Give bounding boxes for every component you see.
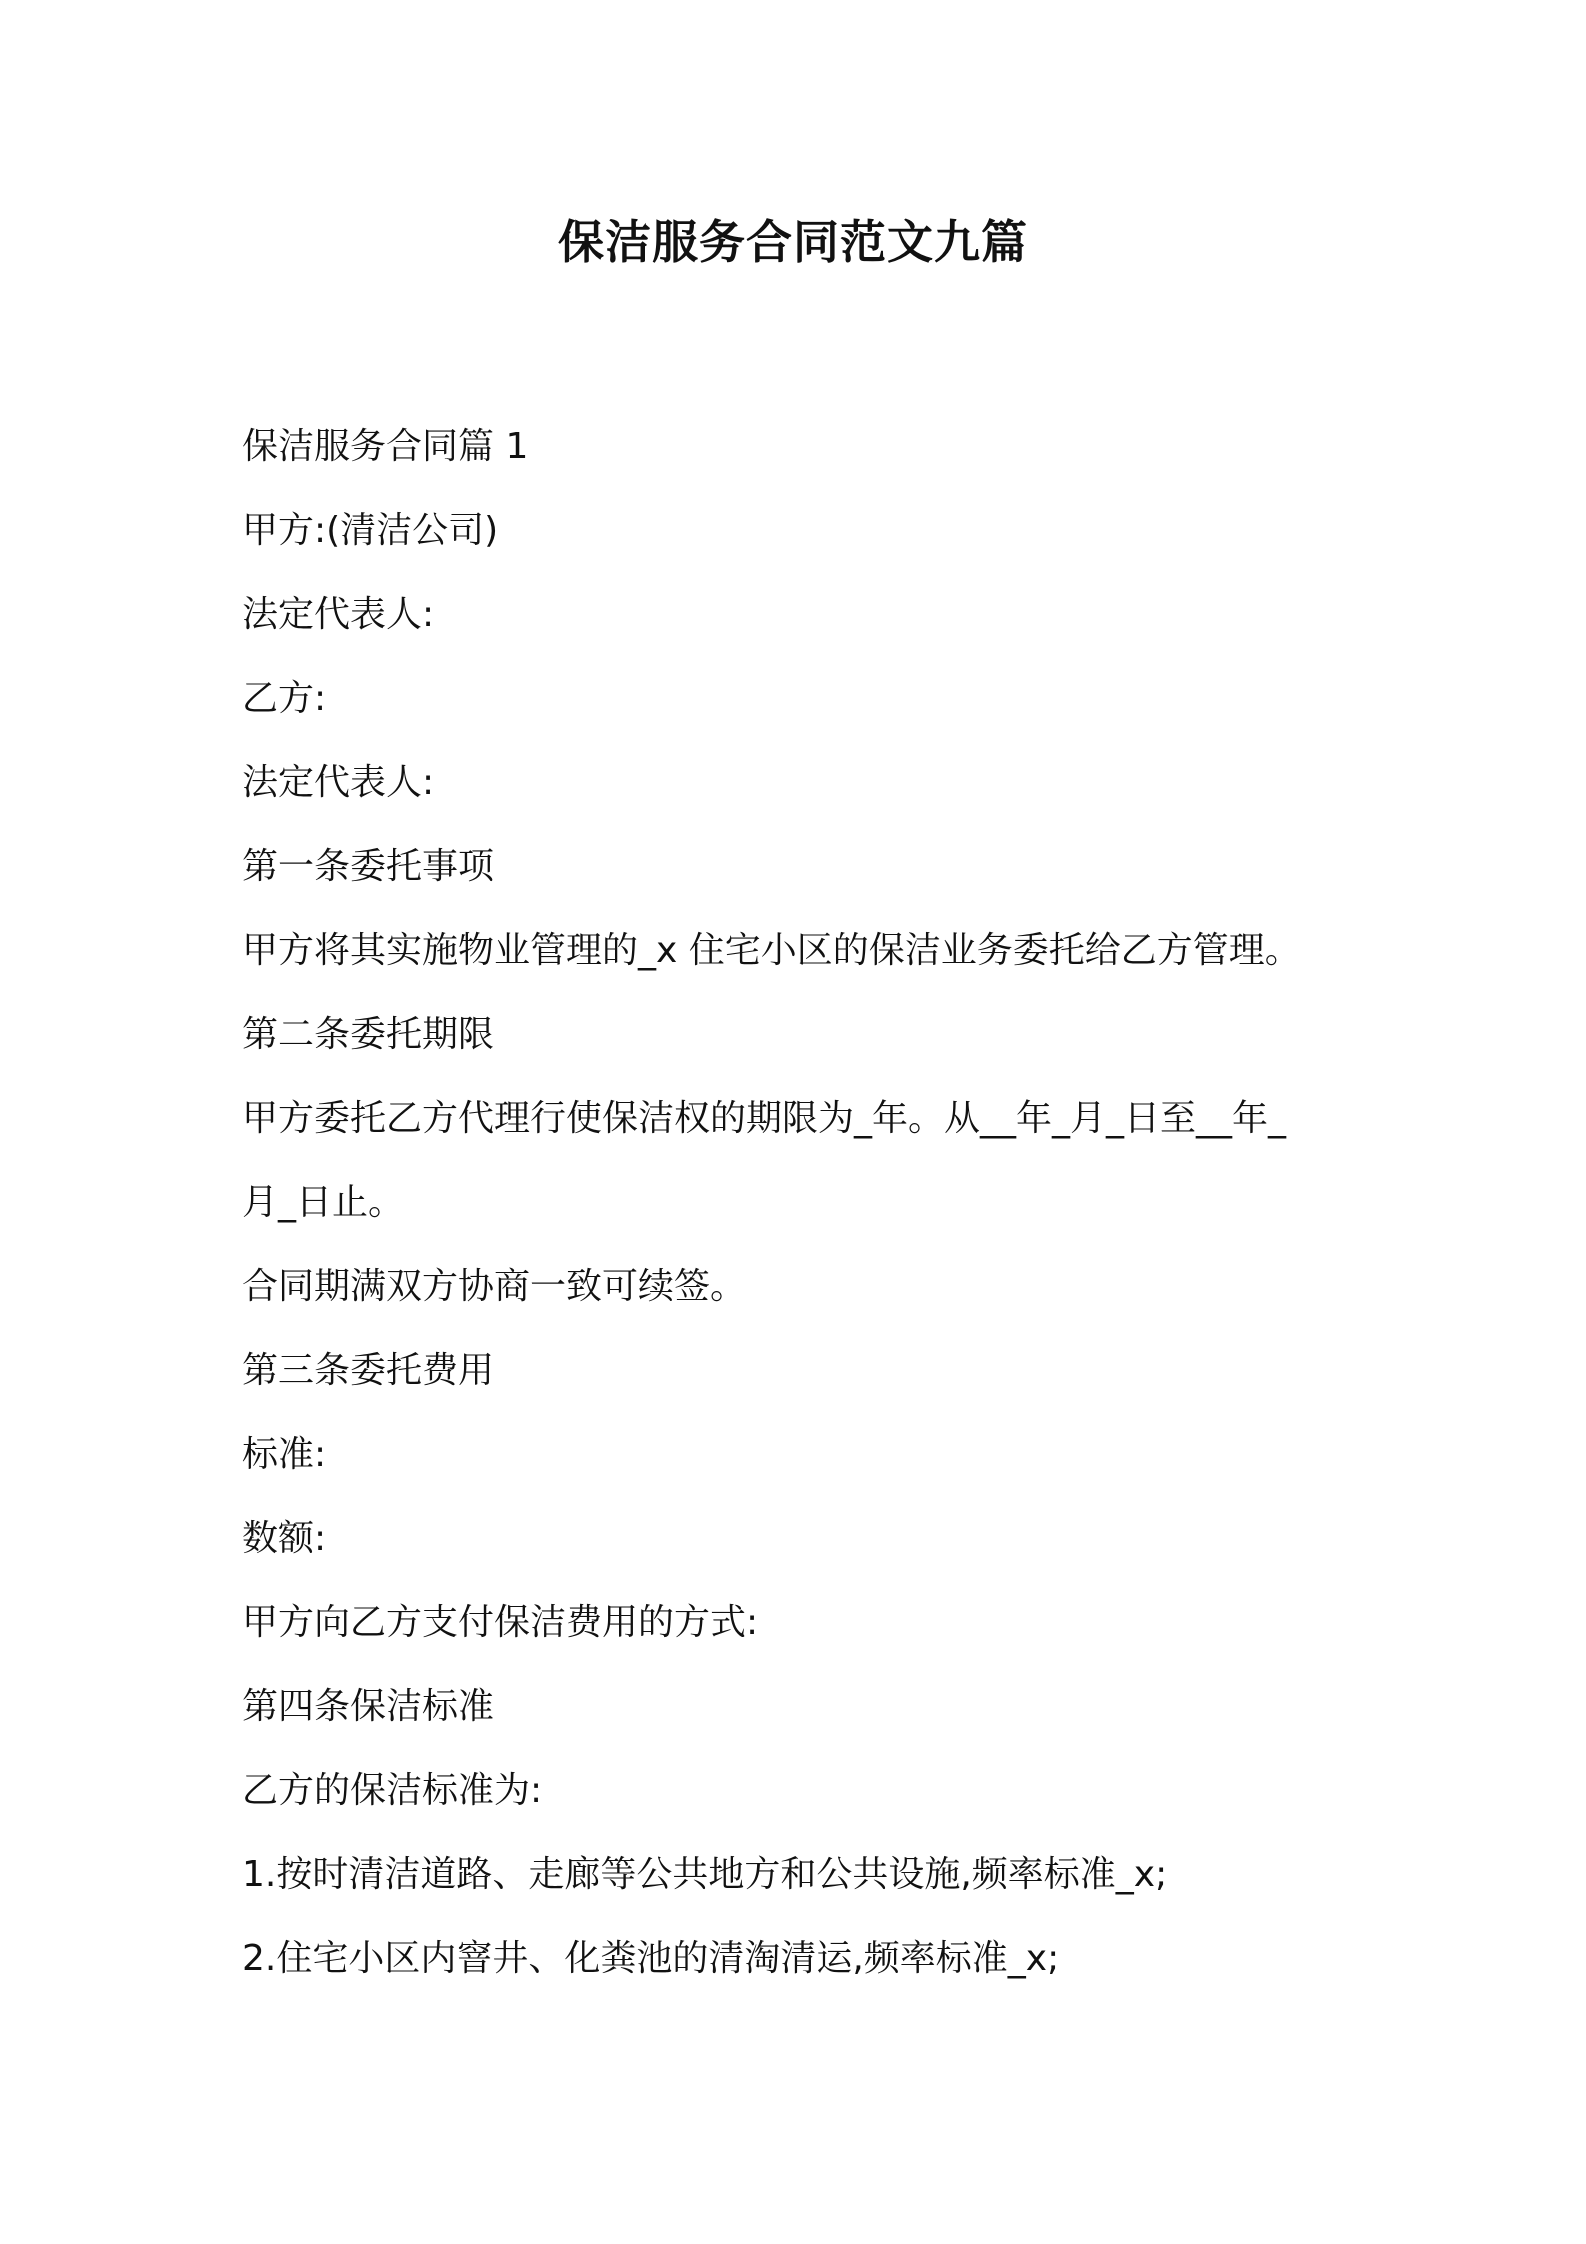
section-heading: 保洁服务合同篇 1 [242, 426, 529, 467]
document-body [242, 405, 1392, 2001]
party-b-line: 乙方: [242, 678, 327, 719]
article-2-renewal: 合同期满双方协商一致可续签。 [242, 1266, 747, 1307]
standard-item-2: 2.住宅小区内窨井、化粪池的清淘清运,频率标准_x; [242, 1938, 1060, 1979]
party-a-line: 甲方:(清洁公司) [242, 510, 499, 551]
cleaning-standard-intro: 乙方的保洁标准为: [242, 1770, 543, 1811]
article-2-text-cont: 月_日止。 [242, 1182, 405, 1223]
document-title: 保洁服务合同范文九篇 [558, 215, 1028, 269]
legal-rep-a-line: 法定代表人: [242, 594, 435, 635]
article-3-heading: 第三条委托费用 [242, 1350, 495, 1391]
fee-amount-line: 数额: [242, 1518, 327, 1559]
article-1-heading: 第一条委托事项 [242, 846, 495, 887]
legal-rep-b-line: 法定代表人: [242, 762, 435, 803]
article-2-text: 甲方委托乙方代理行使保洁权的期限为_年。从__年_月_日至__年_ [242, 1098, 1287, 1139]
article-1-text: 甲方将其实施物业管理的_x 住宅小区的保洁业务委托给乙方管理。 [242, 930, 1301, 971]
payment-method-line: 甲方向乙方支付保洁费用的方式: [242, 1602, 759, 1643]
article-2-heading: 第二条委托期限 [242, 1014, 495, 1055]
fee-standard-line: 标准: [242, 1434, 327, 1475]
article-4-heading: 第四条保洁标准 [242, 1686, 495, 1727]
standard-item-1: 1.按时清洁道路、走廊等公共地方和公共设施,频率标准_x; [242, 1854, 1168, 1895]
